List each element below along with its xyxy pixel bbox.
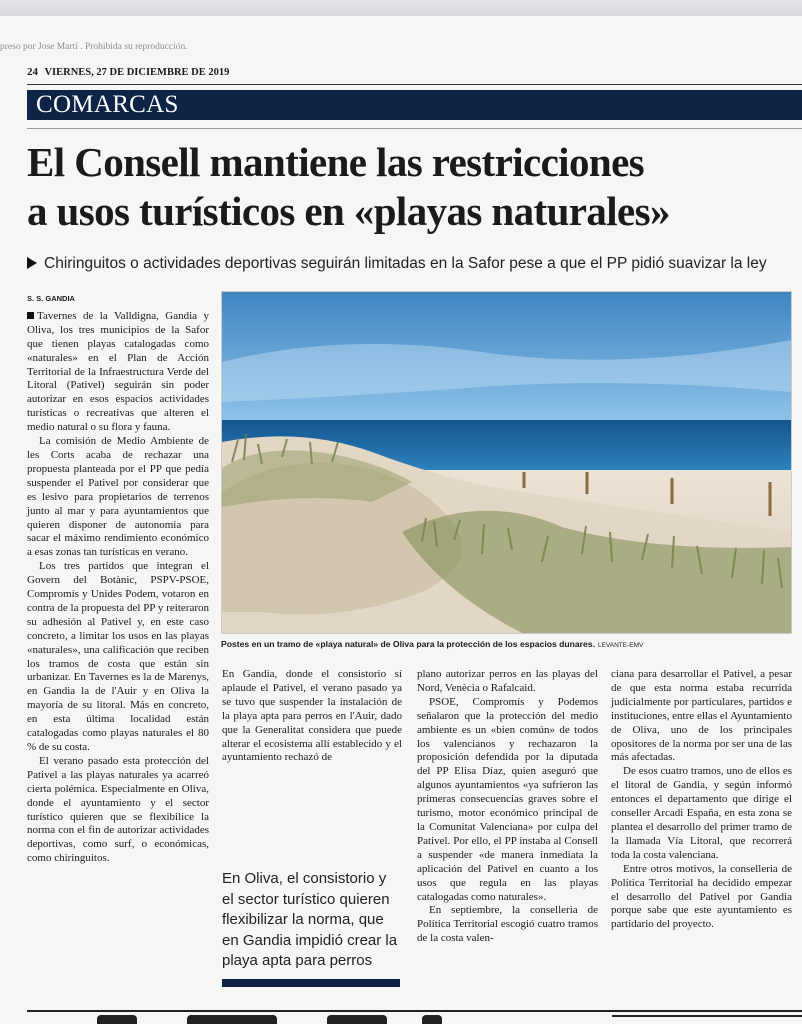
section-rule [27,128,802,129]
beach-photo-image [222,292,791,633]
article-column-3 [417,668,598,946]
paragraph: Los tres partidos que integran el Govern del Botànic, PSPV-PSOE, Compromís y Unides Podem, votaron en contra de la propuesta del PP y reiteraron su adhesión al Pativel y, en este caso concreto, a limitar los usos en las playas «naturales», una calificación que reciben los tramos de costa que están sin urbanizar. En Tavernes es la de Marenys, en Gandia la de l'Auir y en Oliva la mayoría de su litoral. Más en concreto, en esta última localidad están catalogadas como playas naturales el 80 % de su costa. [27,560,209,753]
headline [27,138,802,236]
paragraph: De esos cuatro tramos, uno de ellos es el litoral de Gandia, y según informó entonces el departamento que dirige el conseller Arcadi España, en esta zona se plantea el desarrollo del primer tramo de la llamada Vía Litoral, que recorrerá toda la costa valenciana. [611,765,792,861]
caption-text: Postes en un tramo de «playa natural» de Oliva para la protección de los espacios dunares. [221,639,595,649]
photo-caption [221,639,792,649]
byline-author: S. S. [27,294,44,303]
watermark: preso por Jose Martí . Prohibida su reproducción. [0,42,188,52]
pull-quote: En Oliva, el consistorio y el sector turístico quieren flexibilizar la norma, que en Gandia impidió crear la playa apta para perros [222,870,398,969]
paragraph: plano autorizar perros en las playas del Nord, Venècia o Rafalcaid. [417,668,598,694]
beach-photo [221,291,792,634]
article-column-2 [222,668,402,765]
issue-date: VIERNES, 27 DE DICIEMBRE DE 2019 [44,67,230,78]
article-column-1 [27,292,209,866]
bottom-rule [27,1010,802,1012]
paragraph: El verano pasado esta protección del Pativel a las playas naturales ya acarreó cierta polémica. Especialmente en Oliva, donde el ayuntamiento y el sector turístico quieren que se flexibilice la norma con el fin de autorizar actividades deportivas, como surf, o económicas, como chiringuitos. [27,754,209,865]
next-story-headline-cropped [27,1015,802,1024]
headline-line-1: El Consell mantiene las restricciones [27,139,645,185]
photo-credit: LEVANTE-EMV [597,642,644,649]
square-bullet-icon [27,312,34,319]
paragraph: En septiembre, la conselleria de Política Territorial escogió cuatro tramos de la costa valen- [417,904,598,945]
paragraph: Tavernes de la Valldigna, Gandia y Oliva, los tres municipios de la Safor que tienen playas catalogadas como «naturales» en el Plan de Acción Territorial de la Infraestructura Verde del Litoral (Pativel) seguirán sin poder autorizar en esos espacios actividades turísticas o recreativas que alteren el medio natural o su flora y fauna. [27,309,209,434]
paragraph: La comisión de Medio Ambiente de les Corts acaba de rechazar una propuesta planteada por el PP que pedía suspender el Pativel por considerar que es lesivo para propietarios de terrenos junto al mar y para ayuntamientos que quieren disponer de autonomía para sacar el máximo rendimiento económico a esas zonas tan turísticas en verano. [27,435,209,559]
headline-line-2: a usos turísticos en «playas naturales» [27,188,670,234]
subheadline-text: Chiringuitos o actividades deportivas seguirán limitadas en la Safor pese a que el PP pidió suavizar la ley [44,255,767,272]
byline-place: GANDIA [45,294,75,303]
subheadline [27,255,802,273]
paragraph: Entre otros motivos, la conselleria de Política Territorial ha decidido empezar el desarrollo del Pativel por Gandia porque sabe que este ayuntamiento es partidario del proyecto. [611,862,792,931]
section-banner: COMARCAS [27,90,802,120]
dateline [27,66,802,85]
paragraph: ciana para desarrollar el Pativel, a pesar de que esta norma estaba recurrida judicialmente por particulares, partidos e instituciones, entre ellas el Ayuntamiento de Oliva, uno de los principales opositores de la norma por ser una de las más afectadas. [611,668,792,764]
page-number: 24 [27,66,38,78]
paragraph: En Gandia, donde el consistorio sí aplaude el Pativel, el verano pasado ya se tuvo que suspender la instalación de la playa apta para perros en l'Auir, dado que la Generalitat considera que puede alterar el ecosistema allí establecido y el ayuntamiento rechazó de [222,668,402,764]
pull-quote-bar [222,979,400,987]
triangle-bullet-icon [27,257,37,269]
browser-top-bar [0,0,802,16]
byline [27,292,209,306]
paragraph: PSOE, Compromís y Podemos señalaron que la protección del medio ambiente es un «bien común» de todos los valencianos y rechazaron la proposición defendida por la diputada del PP Elisa Díaz, quien aseguró que algunos ayuntamientos «ya sufrieron las primeras consecuencias graves sobre el turismo, motor económico principal de la Comunitat Valenciana» por culpa del Pativel. Por ello, el PP instaba al Consell a suspender «de manera inmediata la aplicación del Pativel en cuanto a los usos que regula en las playas catalogadas como naturales». [417,695,598,903]
article-column-4 [611,668,792,932]
